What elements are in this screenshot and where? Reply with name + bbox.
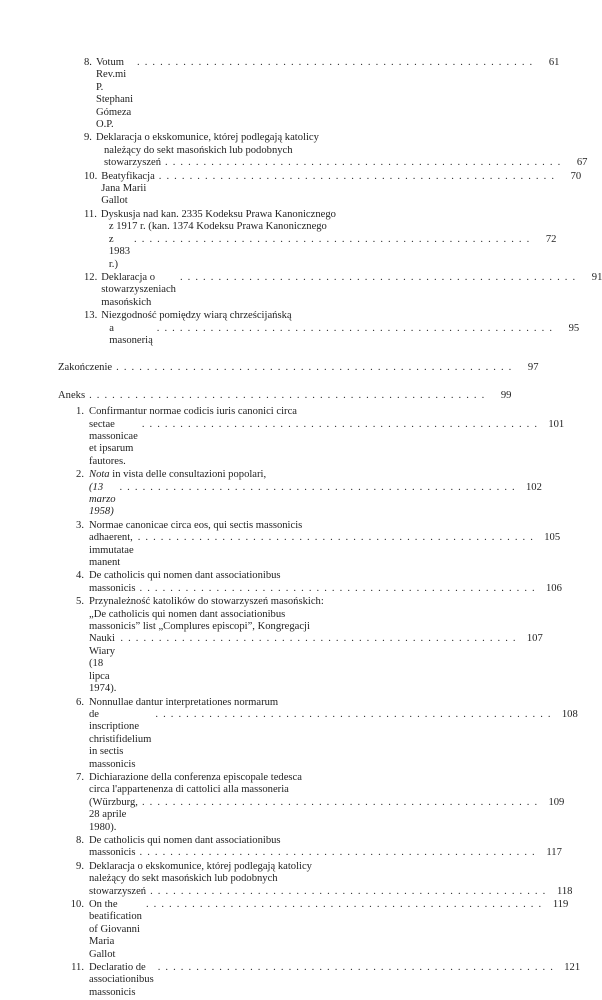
entry-title: (Würzburg, 28 aprile 1980).	[89, 796, 138, 833]
leader-dots: . . . . . . . . . . . . . . . . . . . . . . . . . . . . . . . . . . . . . . . . . . . . . . . . . . . .	[141, 796, 539, 808]
entry-number: 6.	[76, 696, 84, 708]
leader-dots: . . . . . . . . . . . . . . . . . . . . . . . . . . . . . . . . . . . . . . . . . . . . . . . . . . . .	[150, 885, 547, 897]
entry-title: należący do sekt masońskich lub podobnych	[89, 873, 278, 885]
leader-dots: . . . . . . . . . . . . . . . . . . . . . . . . . . . . . . . . . . . . . . . . . . . . . . . . . . . .	[145, 899, 543, 910]
leader-dots: . . . . . . . . . . . . . . . . . . . . . . . . . . . . . . . . . . . . . . . . . . . . . . . . . . . .	[134, 233, 531, 245]
entry-title: On the beatification of Giovanni Maria Gallot	[89, 899, 142, 960]
entry-title: Nota in vista delle consultazioni popolari,	[89, 469, 267, 481]
leader-dots: . . . . . . . . . . . . . . . . . . . . . . . . . . . . . . . . . . . . . . . . . . . . . . . . . . . .	[156, 322, 554, 334]
toc-entry[interactable]	[58, 696, 578, 771]
toc-entry[interactable]	[58, 170, 582, 208]
entry-title: z 1917 r. (kan. 1374 Kodeksu Prawa Kanonicznego	[108, 221, 327, 233]
entry-number: 8.	[76, 834, 84, 846]
toc-entry[interactable]	[58, 406, 565, 468]
entry-title: z 1983 r.)	[108, 233, 131, 270]
entry-number: 2.	[76, 469, 84, 481]
entry-title: Votum Rev.mi P. Stephani Gómeza O.P.	[95, 57, 134, 131]
leader-dots: . . . . . . . . . . . . . . . . . . . . . . . . . . . . . . . . . . . . . . . . . . . . . . . . . . . .	[137, 57, 534, 68]
entry-title: Przynależność katolików do stowarzyszeń masońskich:	[89, 596, 324, 608]
entry-title: należący do sekt masońskich lub podobnych	[103, 144, 293, 156]
toc-entry[interactable]	[58, 834, 562, 860]
leader-dots: . . . . . . . . . . . . . . . . . . . . . . . . . . . . . . . . . . . . . . . . . . . . . . . . . . . .	[119, 481, 516, 493]
entry-number: 9.	[84, 132, 92, 144]
leader-dots: . . . . . . . . . . . . . . . . . . . . . . . . . . . . . . . . . . . . . . . . . . . . . . . . . . . .	[179, 271, 577, 283]
entry-title: Zakończenie	[58, 362, 113, 374]
entry-number: 3.	[76, 519, 84, 531]
toc-entry[interactable]	[58, 860, 573, 898]
entry-title: „De catholicis qui nomen dant associationibus	[89, 608, 286, 620]
entry-title: massonicis” list „Complures episcopi”, Kongregacji	[89, 621, 310, 633]
entry-number: 10.	[84, 170, 98, 182]
entry-title: Nonnullae dantur interpretationes normarum	[89, 696, 279, 708]
page-number: 118	[556, 885, 573, 897]
page-number: 108	[561, 708, 578, 720]
entry-number: 4.	[76, 570, 84, 582]
toc-section[interactable]	[58, 389, 512, 402]
entry-title: Deklaracja o ekskomunice, której podlegają katolicy	[89, 860, 312, 872]
entry-number: 10.	[70, 899, 84, 910]
toc-entry[interactable]	[58, 271, 602, 309]
entry-title: Nauki Wiary (18 lipca 1974).	[89, 633, 117, 695]
page-number: 119	[552, 899, 569, 910]
leader-dots: . . . . . . . . . . . . . . . . . . . . . . . . . . . . . . . . . . . . . . . . . . . . . . . . . . . .	[141, 418, 539, 430]
entry-title: Beatyfikacja Jana Marii Gallot	[101, 170, 155, 207]
entry-number: 11.	[84, 208, 97, 220]
entry-title: stowarzyszeń	[103, 157, 162, 169]
page-number: 102	[525, 481, 542, 493]
entry-number: 11.	[71, 962, 84, 974]
page-number: 99	[500, 389, 512, 401]
entry-title: Niezgodność pomiędzy wiarą chrześcijańską	[101, 310, 292, 322]
toc-entry[interactable]	[58, 519, 561, 570]
entry-title: massonicis	[89, 582, 136, 594]
spacer	[58, 348, 344, 362]
toc-entry[interactable]	[58, 596, 543, 695]
page-number: 70	[570, 170, 582, 182]
page-number: 61	[548, 57, 560, 68]
page-number: 101	[548, 418, 565, 430]
entry-title: (13 marzo 1958)	[89, 481, 116, 518]
entry-title: Normae canonicae circa eos, qui sectis massonicis	[89, 519, 303, 531]
leader-dots: . . . . . . . . . . . . . . . . . . . . . . . . . . . . . . . . . . . . . . . . . . . . . . . . . . . .	[158, 170, 556, 182]
spacer	[58, 376, 344, 390]
entry-title: massonicis	[89, 847, 136, 859]
leader-dots: . . . . . . . . . . . . . . . . . . . . . . . . . . . . . . . . . . . . . . . . . . . . . . . . . . . .	[116, 362, 513, 374]
entry-number: 8.	[84, 57, 92, 68]
toc-entry[interactable]	[58, 899, 569, 961]
toc-section[interactable]	[58, 362, 539, 374]
leader-dots: . . . . . . . . . . . . . . . . . . . . . . . . . . . . . . . . . . . . . . . . . . . . . . . . . . . .	[165, 157, 562, 169]
entry-title: De catholicis qui nomen dant associationibus	[89, 834, 281, 846]
page-number: 67	[576, 157, 588, 169]
entry-number: 1.	[76, 406, 84, 418]
leader-dots: . . . . . . . . . . . . . . . . . . . . . . . . . . . . . . . . . . . . . . . . . . . . . . . . . . . .	[155, 708, 552, 720]
page-number: 109	[548, 796, 565, 808]
page-number: 72	[545, 233, 557, 245]
page-number: 91	[591, 271, 602, 283]
entry-title: Dyskusja nad kan. 2335 Kodeksu Prawa Kanonicznego	[100, 208, 336, 220]
toc-entry[interactable]	[58, 310, 580, 347]
entry-title: sectae massonicae et ipsarum fautores.	[89, 418, 138, 467]
page-number: 117	[546, 847, 562, 859]
entry-title: Declaratio de associationibus massonicis	[89, 962, 154, 998]
entry-title: De catholicis qui nomen dant associationibus	[89, 570, 281, 582]
entry-title: stowarzyszeń	[89, 885, 147, 897]
leader-dots: . . . . . . . . . . . . . . . . . . . . . . . . . . . . . . . . . . . . . . . . . . . . . . . . . . . .	[120, 633, 517, 645]
toc-entry[interactable]	[58, 57, 560, 131]
page-number: 95	[568, 322, 580, 334]
entry-title: circa l'appartenenza di cattolici alla massoneria	[89, 784, 289, 796]
entry-number: 7.	[76, 771, 84, 783]
entry-title: adhaerent, immutatae manent	[89, 532, 134, 569]
toc-entry[interactable]	[58, 570, 562, 595]
entry-number: 12.	[84, 271, 98, 283]
leader-dots: . . . . . . . . . . . . . . . . . . . . . . . . . . . . . . . . . . . . . . . . . . . . . . . . . . . .	[89, 389, 486, 401]
toc-entry[interactable]	[58, 469, 542, 519]
entry-title: Aneks	[58, 389, 86, 401]
leader-dots: . . . . . . . . . . . . . . . . . . . . . . . . . . . . . . . . . . . . . . . . . . . . . . . . . . . .	[139, 582, 536, 594]
page-number: 97	[527, 362, 539, 374]
table-of-contents	[58, 57, 602, 1000]
page-number: 105	[544, 532, 561, 544]
leader-dots: . . . . . . . . . . . . . . . . . . . . . . . . . . . . . . . . . . . . . . . . . . . . . . . . . . . .	[157, 962, 555, 974]
toc-entry[interactable]	[58, 208, 557, 271]
leader-dots: . . . . . . . . . . . . . . . . . . . . . . . . . . . . . . . . . . . . . . . . . . . . . . . . . . . .	[137, 532, 535, 544]
entry-title: Dichiarazione della conferenza episcopale tedesca	[89, 771, 302, 783]
page-number: 121	[564, 962, 581, 974]
entry-title: a masonerią	[109, 322, 153, 346]
entry-title: Deklaracja o stowarzyszeniach masońskich	[101, 271, 176, 308]
page-number: 107	[526, 633, 543, 645]
toc-entry[interactable]	[58, 132, 588, 169]
entry-number: 13.	[84, 310, 98, 322]
entry-number: 5.	[76, 596, 84, 608]
entry-title: de inscriptione christifidelium in sectis massonicis	[89, 708, 152, 770]
entry-title: Deklaracja o ekskomunice, której podlegają katolicy	[95, 132, 319, 144]
toc-entry[interactable]	[58, 962, 581, 999]
entry-title: Confirmantur normae codicis iuris canonici circa	[89, 406, 297, 418]
page-number: 106	[546, 582, 562, 594]
entry-number: 9.	[76, 860, 84, 872]
toc-entry[interactable]	[58, 771, 565, 834]
leader-dots: . . . . . . . . . . . . . . . . . . . . . . . . . . . . . . . . . . . . . . . . . . . . . . . . . . . .	[139, 847, 536, 859]
